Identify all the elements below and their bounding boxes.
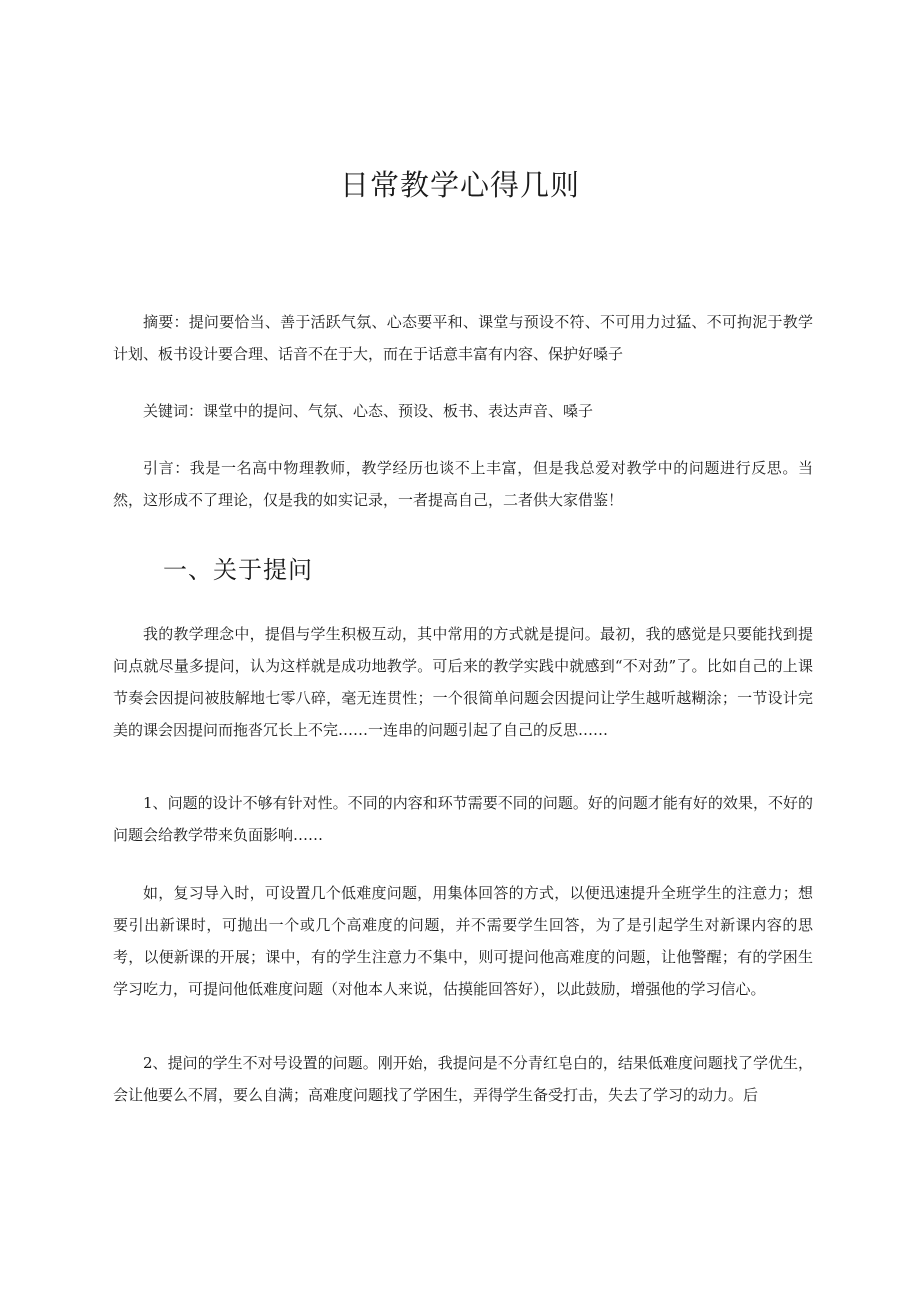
abstract-paragraph: 摘要：提问要恰当、善于活跃气氛、心态要平和、课堂与预设不符、不可用力过猛、不可拘泥于教学计划、板书设计要合理、话音不在于大，而在于话意丰富有内容、保护好嗓子: [113, 313, 813, 363]
keywords-paragraph: 关键词：课堂中的提问、气氛、心态、预设、板书、表达声音、嗓子: [143, 402, 594, 420]
body-paragraph-3: 如，复习导入时，可设置几个低难度问题，用集体回答的方式，以便迅速提升全班学生的注意力；想要引出新课时，可抛出一个或几个高难度的问题，并不需要学生回答，为了是引起学生对新课内容的思考，以便新课的开展；课中，有的学生注意力不集中，则可提问他高难度的问题，让他警醒；有的学困生学习吃力，可提问他低难度问题（对他本人来说，估摸能回答好），以此鼓励，增强他的学习信心。: [113, 884, 813, 998]
body-paragraph-1: 我的教学理念中，提倡与学生积极互动，其中常用的方式就是提问。最初，我的感觉是只要能找到提问点就尽量多提问，认为这样就是成功地教学。可后来的教学实践中就感到“不对劲”了。比如自己的上课节奏会因提问被肢解地七零八碎，毫无连贯性；一个很简单问题会因提问让学生越听越糊涂；一节设计完美的课会因提问而拖沓冗长上不完……一连串的问题引起了自己的反思……: [113, 625, 813, 739]
intro-paragraph: 引言：我是一名高中物理教师，教学经历也谈不上丰富，但是我总爱对教学中的问题进行反思。当然，这形成不了理论，仅是我的如实记录，一者提高自己，二者供大家借鉴！: [113, 459, 813, 509]
body-paragraph-4: 2、提问的学生不对号设置的问题。刚开始，我提问是不分青红皂白的，结果低难度问题找了学优生，会让他要么不屑，要么自满；高难度问题找了学困生，弄得学生备受打击，失去了学习的动力。后: [113, 1054, 813, 1104]
section-heading: 一、关于提问: [163, 556, 313, 584]
body-paragraph-2: 1、问题的设计不够有针对性。不同的内容和环节需要不同的问题。好的问题才能有好的效果，不好的问题会给教学带来负面影响……: [113, 794, 813, 844]
document-title: 日常教学心得几则: [339, 168, 580, 202]
